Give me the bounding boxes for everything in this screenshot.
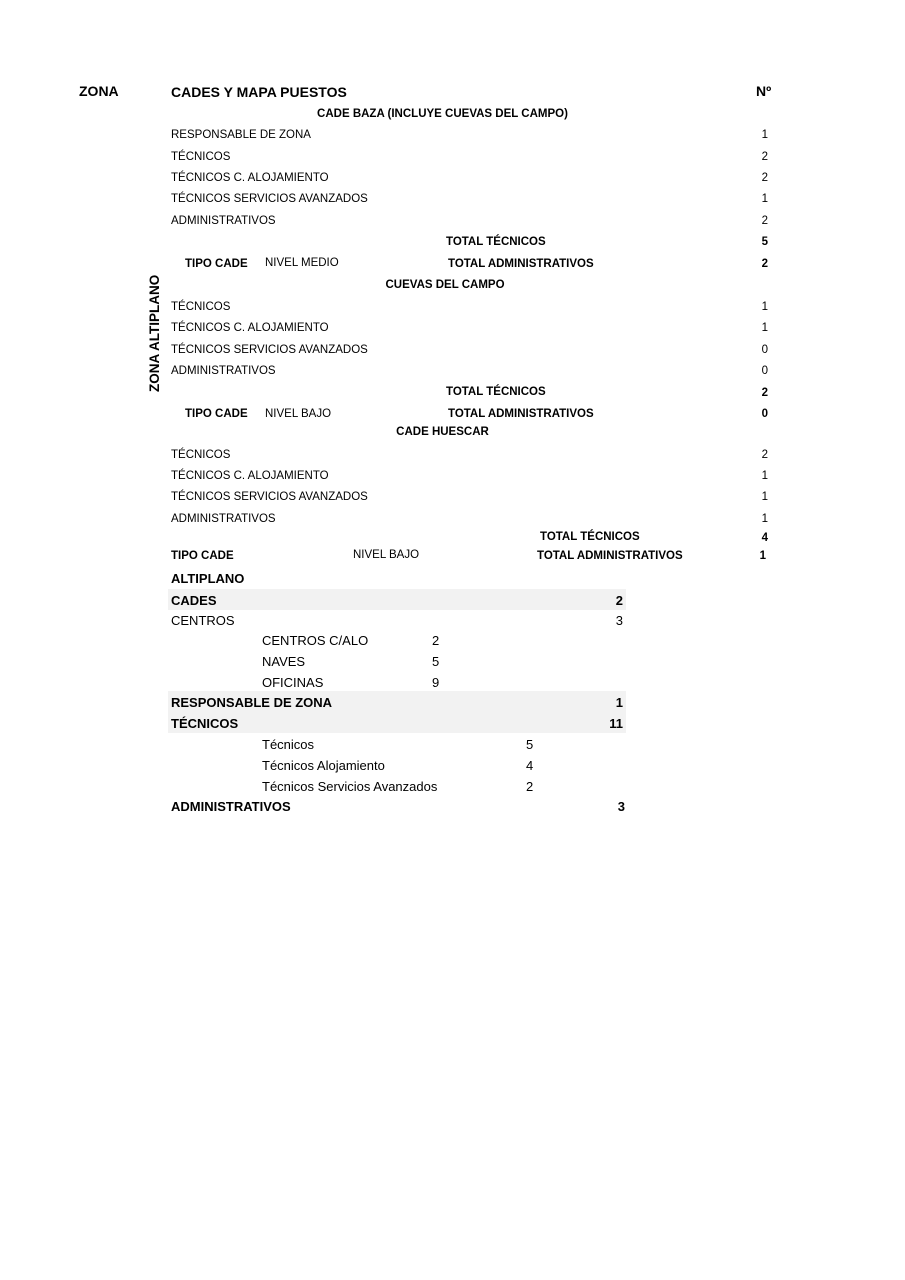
sub-item-value: 9 (432, 675, 440, 690)
sub-item-value: 4 (526, 758, 534, 773)
total-tecnicos-label: TOTAL TÉCNICOS (446, 236, 546, 248)
section-title-huescar: CADE HUESCAR (396, 426, 489, 438)
summary-title: ALTIPLANO (171, 571, 245, 586)
summary-centros-label: CENTROS (171, 613, 235, 628)
summary-admin-value: 3 (617, 799, 625, 814)
sub-item-label: OFICINAS (262, 675, 324, 690)
total-tecnicos-value: 2 (761, 387, 768, 399)
zona-header: ZONA (79, 83, 119, 99)
total-admin-value: 2 (761, 258, 768, 270)
tipo-cade-value: NIVEL MEDIO (265, 257, 339, 269)
row-value: 2 (761, 172, 768, 184)
sub-item-value: 2 (526, 779, 534, 794)
summary-resp-value: 1 (615, 695, 623, 710)
tipo-cade-label: TIPO CADE (185, 258, 248, 270)
sub-item-label: Técnicos Alojamiento (262, 758, 385, 773)
summary-resp-label: RESPONSABLE DE ZONA (171, 695, 333, 710)
row-label: TÉCNICOS (171, 151, 231, 163)
tipo-cade-label: TIPO CADE (185, 408, 248, 420)
number-header: Nº (756, 83, 772, 99)
row-value: 1 (761, 513, 768, 525)
zone-altiplano-label: ZONA ALTIPLANO (147, 274, 162, 392)
tipo-cade-value: NIVEL BAJO (353, 549, 420, 561)
tipo-cade-label: TIPO CADE (171, 550, 234, 562)
row-value: 2 (761, 151, 768, 163)
row-label: ADMINISTRATIVOS (171, 215, 276, 227)
row-label: TÉCNICOS (171, 449, 231, 461)
row-label: ADMINISTRATIVOS (171, 513, 276, 525)
total-tecnicos-label: TOTAL TÉCNICOS (446, 386, 546, 398)
summary-centros-value: 3 (615, 613, 623, 628)
tipo-cade-value: NIVEL BAJO (265, 408, 332, 420)
summary-tec-label: TÉCNICOS (171, 716, 239, 731)
row-label: TÉCNICOS SERVICIOS AVANZADOS (171, 344, 368, 356)
total-tecnicos-value: 4 (761, 532, 768, 544)
document-title: CADES Y MAPA PUESTOS (171, 84, 347, 100)
sub-item-value: 5 (432, 654, 440, 669)
total-tecnicos-label: TOTAL TÉCNICOS (540, 531, 640, 543)
summary-cades-value: 2 (615, 593, 623, 608)
section-title-cuevas: CUEVAS DEL CAMPO (385, 279, 505, 291)
total-admin-label: TOTAL ADMINISTRATIVOS (448, 258, 594, 270)
row-value: 2 (761, 449, 768, 461)
row-value: 2 (761, 215, 768, 227)
total-admin-value: 0 (761, 408, 768, 420)
row-value: 1 (761, 193, 768, 205)
row-label: TÉCNICOS (171, 301, 231, 313)
row-label: RESPONSABLE DE ZONA (171, 129, 311, 141)
shaded-row-bg (168, 589, 626, 610)
sub-item-label: CENTROS C/ALO (262, 633, 369, 648)
row-value: 0 (761, 365, 768, 377)
row-label: TÉCNICOS SERVICIOS AVANZADOS (171, 193, 368, 205)
total-admin-value: 1 (759, 550, 766, 562)
sub-item-value: 5 (526, 737, 534, 752)
total-admin-label: TOTAL ADMINISTRATIVOS (448, 408, 594, 420)
row-value: 1 (761, 301, 768, 313)
row-label: TÉCNICOS C. ALOJAMIENTO (171, 322, 329, 334)
row-value: 1 (761, 322, 768, 334)
total-tecnicos-value: 5 (761, 236, 768, 248)
sub-item-value: 2 (432, 633, 440, 648)
section-title-baza: CADE BAZA (INCLUYE CUEVAS DEL CAMPO) (317, 108, 568, 120)
row-label: ADMINISTRATIVOS (171, 365, 276, 377)
sub-item-label: Técnicos Servicios Avanzados (262, 779, 438, 794)
row-label: TÉCNICOS C. ALOJAMIENTO (171, 172, 329, 184)
total-admin-label: TOTAL ADMINISTRATIVOS (537, 550, 683, 562)
row-label: TÉCNICOS C. ALOJAMIENTO (171, 470, 329, 482)
row-value: 1 (761, 129, 768, 141)
row-label: TÉCNICOS SERVICIOS AVANZADOS (171, 491, 368, 503)
row-value: 0 (761, 344, 768, 356)
summary-admin-label: ADMINISTRATIVOS (171, 799, 291, 814)
sub-item-label: Técnicos (262, 737, 315, 752)
sub-item-label: NAVES (262, 654, 306, 669)
row-value: 1 (761, 470, 768, 482)
summary-cades-label: CADES (171, 593, 217, 608)
summary-tec-value: 11 (609, 716, 623, 731)
row-value: 1 (761, 491, 768, 503)
